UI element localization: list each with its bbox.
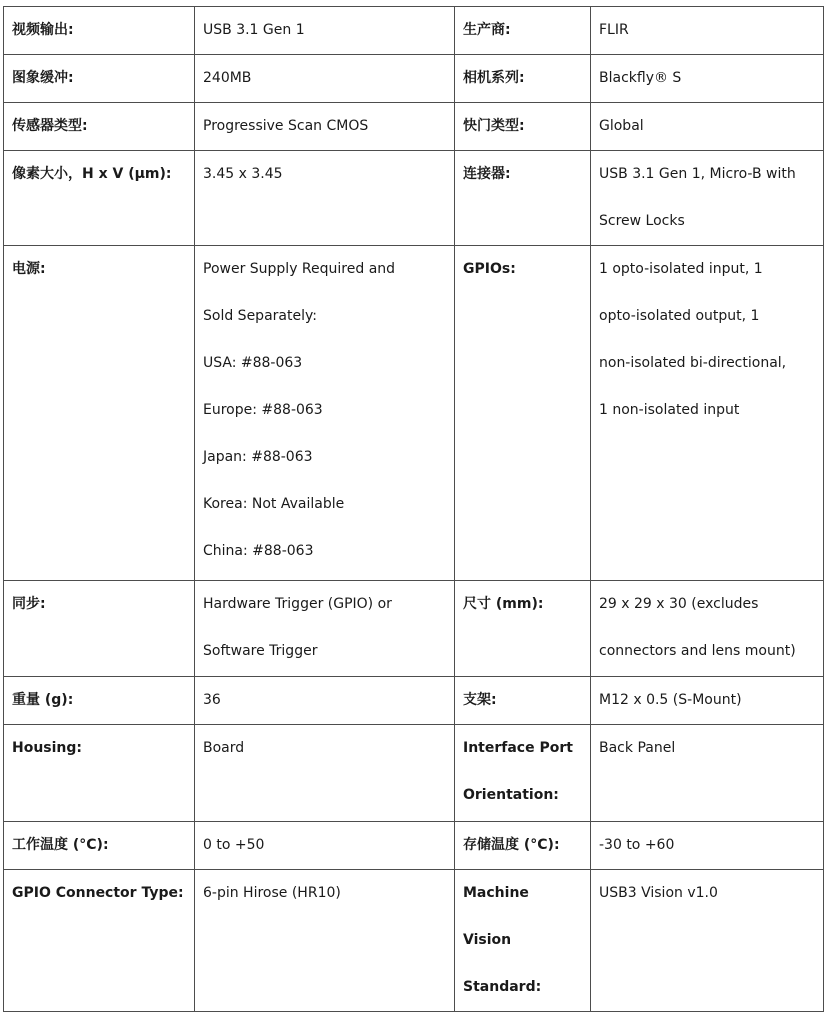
spec-value: 6-pin Hirose (HR10) <box>195 870 455 1012</box>
spec-value: FLIR <box>591 7 824 55</box>
table-row <box>4 55 824 103</box>
table-row <box>4 103 824 151</box>
spec-label: 支架: <box>455 677 591 725</box>
spec-label: 快门类型: <box>455 103 591 151</box>
spec-value: 36 <box>195 677 455 725</box>
spec-value: 0 to +50 <box>195 822 455 870</box>
spec-value: USB 3.1 Gen 1, Micro-B with Screw Locks <box>591 151 824 246</box>
spec-value: 1 opto-isolated input, 1 opto-isolated output, 1 non-isolated bi-directional, 1 non-isolated input <box>591 246 824 581</box>
spec-value: 3.45 x 3.45 <box>195 151 455 246</box>
spec-label: 像素大小，H x V (μm): <box>4 151 195 246</box>
spec-label: 传感器类型: <box>4 103 195 151</box>
spec-value: Board <box>195 725 455 822</box>
spec-label: 尺寸 (mm): <box>455 581 591 677</box>
spec-value: 240MB <box>195 55 455 103</box>
spec-label: 视频输出: <box>4 7 195 55</box>
spec-value: Back Panel <box>591 725 824 822</box>
spec-label: 重量 (g): <box>4 677 195 725</box>
spec-label: Machine Vision Standard: <box>455 870 591 1012</box>
spec-label: Housing: <box>4 725 195 822</box>
spec-label: 图象缓冲: <box>4 55 195 103</box>
spec-label: GPIO Connector Type: <box>4 870 195 1012</box>
spec-value: Hardware Trigger (GPIO) or Software Trigger <box>195 581 455 677</box>
table-row <box>4 677 824 725</box>
spec-label: 连接器: <box>455 151 591 246</box>
spec-value: Blackfly® S <box>591 55 824 103</box>
spec-value: 29 x 29 x 30 (excludes connectors and lens mount) <box>591 581 824 677</box>
table-row <box>4 822 824 870</box>
spec-label: 相机系列: <box>455 55 591 103</box>
table-row <box>4 725 824 822</box>
table-row <box>4 151 824 246</box>
spec-label: 存储温度 (°C): <box>455 822 591 870</box>
spec-value: Global <box>591 103 824 151</box>
table-row <box>4 581 824 677</box>
spec-label: 生产商: <box>455 7 591 55</box>
spec-label: Interface Port Orientation: <box>455 725 591 822</box>
spec-value: Progressive Scan CMOS <box>195 103 455 151</box>
table-row <box>4 246 824 581</box>
spec-label: 同步: <box>4 581 195 677</box>
table-row <box>4 7 824 55</box>
spec-value: M12 x 0.5 (S-Mount) <box>591 677 824 725</box>
spec-label: 电源: <box>4 246 195 581</box>
spec-table <box>3 6 824 1012</box>
table-row <box>4 870 824 1012</box>
spec-label: GPIOs: <box>455 246 591 581</box>
spec-value: USB 3.1 Gen 1 <box>195 7 455 55</box>
spec-value: -30 to +60 <box>591 822 824 870</box>
spec-value: USB3 Vision v1.0 <box>591 870 824 1012</box>
spec-value: Power Supply Required and Sold Separately: USA: #88-063 Europe: #88-063 Japan: #88-063 Korea: Not Available China: #88-063 <box>195 246 455 581</box>
spec-label: 工作温度 (°C): <box>4 822 195 870</box>
